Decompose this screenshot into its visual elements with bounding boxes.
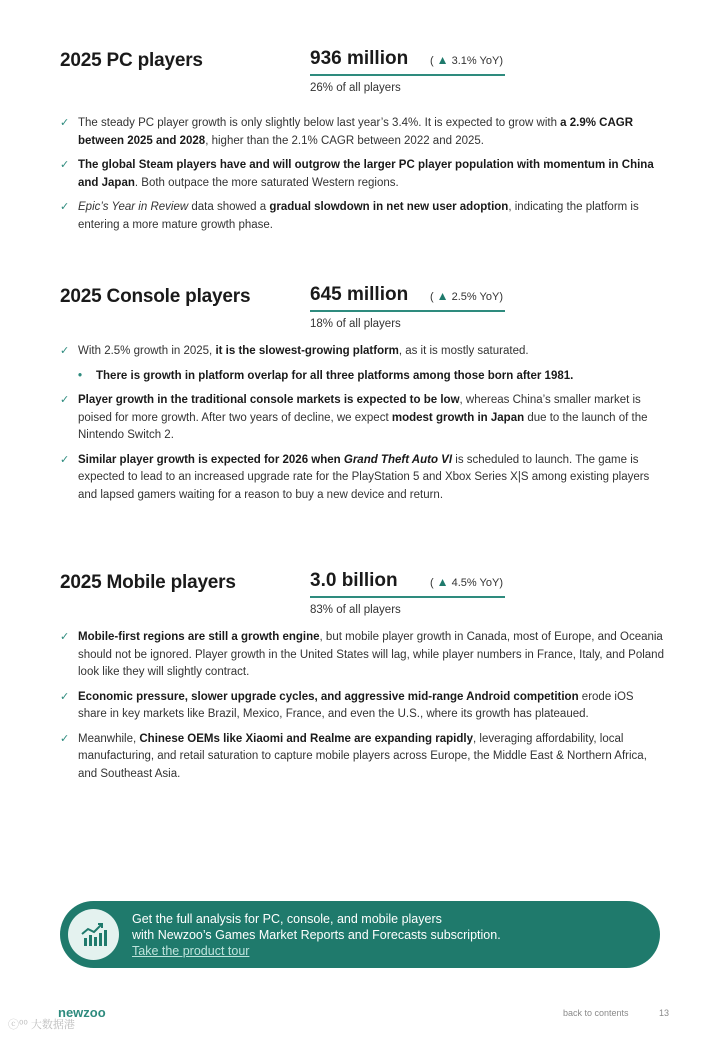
console-value: 645 million [310,284,409,305]
list-item: ✓ Player growth in the traditional console markets is expected to be low, whereas China’s smaller market is poised for more growth. After two years of decline, we expect modest growth in Japan due to the launch of the Nintendo Switch 2. [60,394,648,441]
pc-bullets [60,115,665,241]
page-number: 13 [659,1008,670,1018]
cta-line-1: Get the full analysis for PC, console, and mobile players [132,912,442,926]
check-icon: ✓ [60,159,70,171]
list-item: ✓ Epic’s Year in Review data showed a gradual slowdown in net new user adoption, indicating the platform is entering a more mature growth phase. [60,201,639,231]
pc-share: 26% of all players [310,82,401,94]
check-icon: ✓ [60,453,70,466]
check-icon: ✓ [60,631,70,643]
cta-line-2: with Newzoo’s Games Market Reports and Forecasts subscription. [132,928,501,942]
mobile-share: 83% of all players [310,604,401,616]
console-yoy: ( ▲ 2.5% YoY) [429,289,503,303]
list-item: ✓ The steady PC player growth is only slightly below last year’s 3.4%. It is expected to grow with a 2.9% CAGR between 2025 and 2028, higher than the 2.1% CAGR between 2022 and 2025. [60,117,634,147]
triangle-up-icon: ▲ [436,575,449,589]
cta-banner [60,901,660,968]
triangle-up-icon: ▲ [436,289,449,303]
console-title: 2025 Console players [60,286,251,307]
chart-up-icon [68,909,119,960]
mobile-metric [310,568,505,598]
mobile-title: 2025 Mobile players [60,572,236,593]
pc-yoy: ( ▲ 3.1% YoY) [429,53,503,67]
console-metric [310,282,505,312]
check-icon: ✓ [60,732,70,745]
list-item: ✓ Mobile-first regions are still a growth engine, but mobile player growth in Canada, most of Europe, and Oceania should not be ignored. Player growth in the United States will lag, while player numbers in France, Italy, and Poland look like they will slightly contract. [60,631,664,678]
list-item: ✓ With 2.5% growth in 2025, it is the slowest-growing platform, as it is mostly saturated. [60,343,665,361]
watermark: ⓒ⁰⁰ 大数据港 [8,1019,75,1031]
list-item: ✓ The global Steam players have and will outgrow the larger PC player population with momentum in China and Japan. Both outpace the more saturated Western regions. [60,159,654,189]
console-yoy-label: 2.5% YoY) [451,291,503,303]
mobile-bullets [60,629,665,790]
pc-metric [310,46,505,76]
product-tour-link[interactable]: Take the product tour [132,944,250,958]
list-item: ✓ Economic pressure, slower upgrade cycles, and aggressive mid-range Android competition erode iOS share in key markets like Brazil, Mexico, France, and even the U.S., where its growth has plateaued. [60,690,634,720]
mobile-value: 3.0 billion [310,570,398,591]
pc-title: 2025 PC players [60,50,203,71]
check-icon: ✓ [60,345,70,357]
check-icon: ✓ [60,201,70,213]
back-to-contents-link[interactable]: back to contents [563,1008,629,1018]
pc-yoy-label: 3.1% YoY) [451,55,503,67]
console-share: 18% of all players [310,318,401,330]
newzoo-logo: newzoo [58,1005,106,1020]
console-bullets [60,343,665,511]
list-item: ✓ Similar player growth is expected for 2026 when Grand Theft Auto VI is scheduled to launch. The game is expected to lead to an increased upgrade rate for the PlayStation 5 and Xbox Series X|S among existing players and lapsed gamers waiting for a reason to buy a new device and return. [60,453,650,501]
mobile-yoy-label: 4.5% YoY) [451,577,503,589]
check-icon: ✓ [60,117,70,129]
bullet-dot-icon: • [78,369,83,382]
mobile-yoy: ( ▲ 4.5% YoY) [429,575,503,589]
list-item: ✓ Meanwhile, Chinese OEMs like Xiaomi and Realme are expanding rapidly, leveraging affordability, local manufacturing, and retail saturation to capture mobile players across Europe, the Middle East & Northern Africa, and Southeast Asia. [60,732,647,780]
check-icon: ✓ [60,690,70,703]
check-icon: ✓ [60,394,70,406]
pc-value: 936 million [310,48,409,69]
triangle-up-icon: ▲ [436,53,449,67]
sub-list-item: • There is growth in platform overlap for all three platforms among those born after 1981. [60,368,665,386]
cta-text [132,911,501,959]
